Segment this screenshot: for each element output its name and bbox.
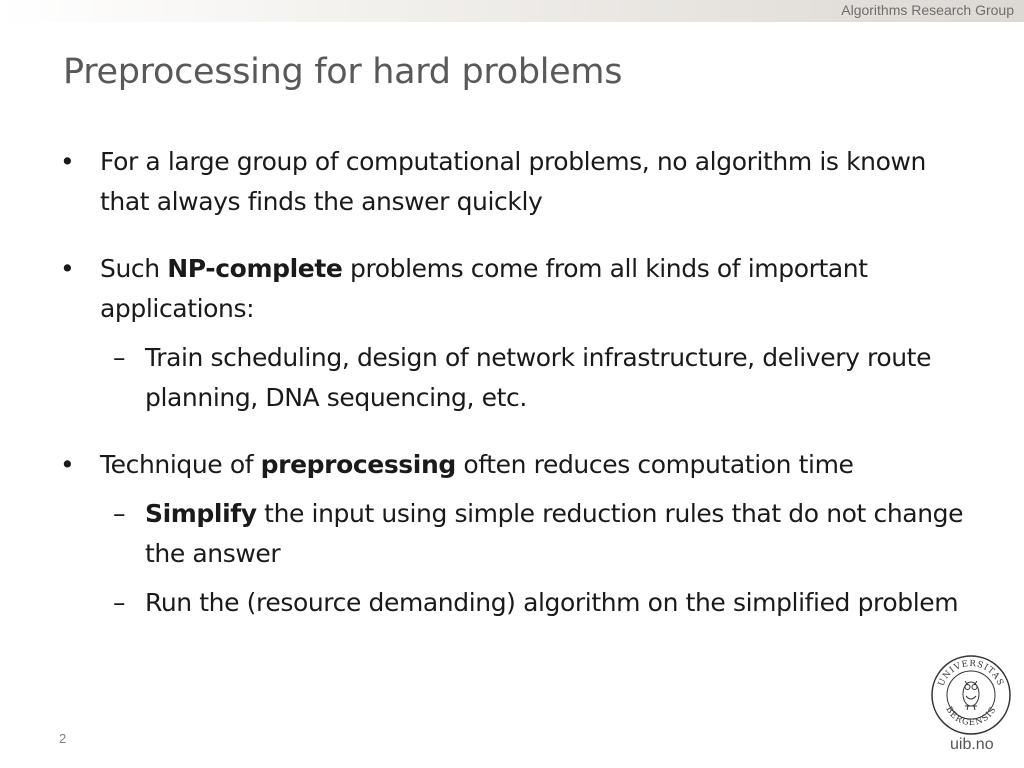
dash-marker: – (113, 499, 126, 528)
bullet-item (60, 445, 980, 485)
sub-bullet-text-bold: Simplify (145, 499, 257, 528)
bullet-text-bold: preprocessing (260, 450, 456, 479)
sub-bullet-text-post: the input using simple reduction rules that do not change the answer (145, 499, 964, 568)
slide-content (60, 142, 980, 650)
dash-marker: – (113, 588, 126, 617)
svg-text:UNIVERSITAS: UNIVERSITAS (936, 658, 1006, 688)
group-label: Algorithms Research Group (841, 2, 1014, 18)
bullet-text-post: often reduces computation time (455, 450, 854, 479)
sub-bullet-group (60, 494, 980, 623)
sub-bullet-item (60, 338, 980, 418)
bullet-text-post: problems come from all kinds of important applications: (100, 254, 868, 323)
bullet-text: For a large group of computational problems, no algorithm is known that always finds the answer quickly (100, 147, 926, 216)
bullet-item (60, 249, 980, 329)
svg-text:BERGENSIS: BERGENSIS (943, 704, 999, 729)
sub-bullet-text: Train scheduling, design of network infrastructure, delivery route planning, DNA sequencing, etc. (145, 343, 932, 412)
bullet-text-pre: Such (100, 254, 168, 283)
sub-bullet-group (60, 338, 980, 418)
university-seal-logo (930, 654, 1012, 736)
dash-marker: – (113, 343, 126, 372)
slide-title: Preprocessing for hard problems (63, 52, 623, 92)
bullet-marker: • (60, 147, 75, 176)
site-url: uib.no (950, 736, 994, 753)
sub-bullet-item (60, 494, 980, 574)
bullet-text-bold: NP-complete (167, 254, 343, 283)
bullet-text-pre: Technique of (100, 450, 261, 479)
bullet-marker: • (60, 450, 75, 479)
bullet-item (60, 142, 980, 222)
page-number: 2 (59, 731, 67, 746)
header-band (0, 0, 1024, 22)
bullet-marker: • (60, 254, 75, 283)
sub-bullet-item (60, 583, 980, 623)
sub-bullet-text: Run the (resource demanding) algorithm on the simplified problem (145, 588, 959, 617)
